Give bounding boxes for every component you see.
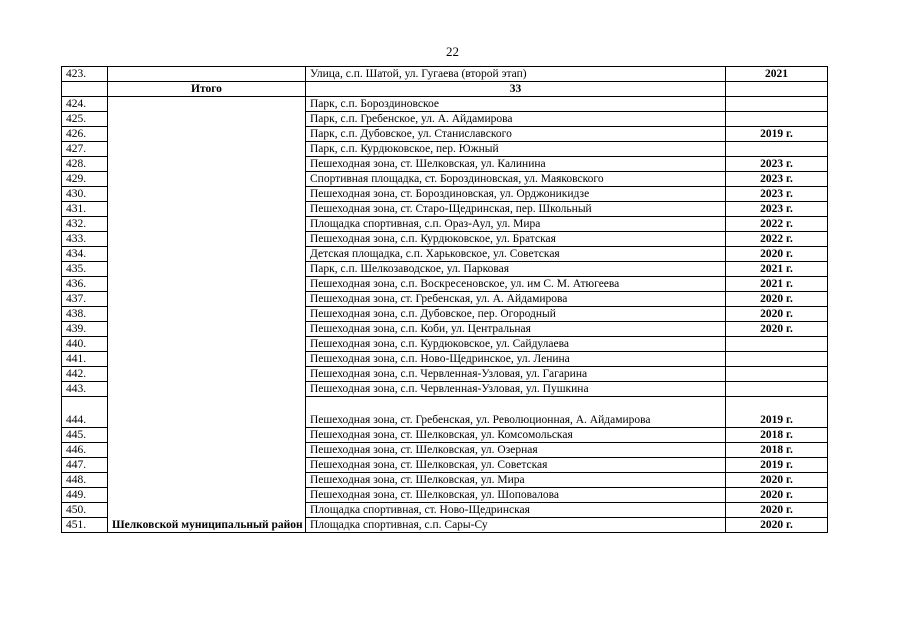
row-number: 436. [62, 277, 108, 292]
row-number: 450. [62, 503, 108, 518]
row-number: 443. [62, 382, 108, 397]
row-number: 442. [62, 367, 108, 382]
row-number: 444. [62, 397, 108, 428]
object-name: Спортивная площадка, ст. Бороздиновская, ул. Маяковского [306, 172, 726, 187]
year-cell: 2019 г. [726, 397, 828, 428]
object-name: Пешеходная зона, с.п. Червленная-Узловая, ул. Пушкина [306, 382, 726, 397]
district-name: Шелковской муниципальный район [108, 97, 306, 533]
row-number: 451. [62, 518, 108, 533]
row-number: 425. [62, 112, 108, 127]
district-cell [108, 67, 306, 82]
object-name: Пешеходная зона, с.п. Коби, ул. Центральная [306, 322, 726, 337]
object-name: Пешеходная зона, с.п. Ново-Щедринское, ул. Ленина [306, 352, 726, 367]
year-cell: 2020 г. [726, 488, 828, 503]
row-number: 426. [62, 127, 108, 142]
object-name: Пешеходная зона, с.п. Курдюковское, ул. Сайдулаева [306, 337, 726, 352]
object-name: Улица, с.п. Шатой, ул. Гугаева (второй этап) [306, 67, 726, 82]
row-number: 428. [62, 157, 108, 172]
object-name: Парк, с.п. Гребенское, ул. А. Айдамирова [306, 112, 726, 127]
year-cell: 2019 г. [726, 458, 828, 473]
object-name: Пешеходная зона, ст. Шелковская, ул. Шоповалова [306, 488, 726, 503]
total-value: 33 [306, 82, 726, 97]
year-cell: 2023 г. [726, 202, 828, 217]
object-name: Пешеходная зона, ст. Старо-Щедринская, пер. Школьный [306, 202, 726, 217]
year-cell [726, 367, 828, 382]
year-cell [726, 112, 828, 127]
year-cell: 2020 г. [726, 247, 828, 262]
row-number: 437. [62, 292, 108, 307]
object-name: Парк, с.п. Курдюковское, пер. Южный [306, 142, 726, 157]
table-row [62, 97, 828, 112]
row-number: 423. [62, 67, 108, 82]
object-name: Пешеходная зона, ст. Шелковская, ул. Мира [306, 473, 726, 488]
year-cell [726, 352, 828, 367]
year-cell: 2022 г. [726, 232, 828, 247]
year-cell: 2021 г. [726, 262, 828, 277]
object-name: Пешеходная зона, с.п. Курдюковское, ул. Братская [306, 232, 726, 247]
object-name: Парк, с.п. Дубовское, ул. Станиславского [306, 127, 726, 142]
row-number: 447. [62, 458, 108, 473]
row-number: 448. [62, 473, 108, 488]
year-cell [726, 142, 828, 157]
row-number: 440. [62, 337, 108, 352]
object-name: Парк, с.п. Бороздиновское [306, 97, 726, 112]
total-row [62, 82, 828, 97]
row-number: 432. [62, 217, 108, 232]
year-cell [726, 97, 828, 112]
year-cell: 2022 г. [726, 217, 828, 232]
row-number: 429. [62, 172, 108, 187]
row-number: 430. [62, 187, 108, 202]
page-number: 22 [446, 44, 459, 59]
object-name: Парк, с.п. Шелкозаводское, ул. Парковая [306, 262, 726, 277]
object-name: Пешеходная зона, ст. Шелковская, ул. Калинина [306, 157, 726, 172]
object-name: Пешеходная зона, ст. Бороздиновская, ул. Орджоникидзе [306, 187, 726, 202]
row-number: 434. [62, 247, 108, 262]
object-name: Пешеходная зона, с.п. Дубовское, пер. Огородный [306, 307, 726, 322]
year-cell: 2018 г. [726, 428, 828, 443]
objects-table [61, 66, 828, 533]
year-cell [726, 382, 828, 397]
year-cell: 2020 г. [726, 292, 828, 307]
object-name: Пешеходная зона, ст. Гребенская, ул. Революционная, А. Айдамирова [306, 397, 726, 428]
object-name: Пешеходная зона, ст. Шелковская, ул. Озерная [306, 443, 726, 458]
year-cell: 2018 г. [726, 443, 828, 458]
object-name: Площадка спортивная, с.п. Сары-Су [306, 518, 726, 533]
year-cell: 2021 г. [726, 277, 828, 292]
year-cell: 2020 г. [726, 307, 828, 322]
row-number: 438. [62, 307, 108, 322]
object-name: Площадка спортивная, ст. Ново-Щедринская [306, 503, 726, 518]
object-name: Пешеходная зона, ст. Гребенская, ул. А. Айдамирова [306, 292, 726, 307]
row-number: 445. [62, 428, 108, 443]
total-label: Итого [108, 82, 306, 97]
year-cell: 2020 г. [726, 473, 828, 488]
year-cell [726, 82, 828, 97]
object-name: Пешеходная зона, ст. Шелковская, ул. Советская [306, 458, 726, 473]
object-name: Пешеходная зона, ст. Шелковская, ул. Комсомольская [306, 428, 726, 443]
year-cell: 2020 г. [726, 322, 828, 337]
table-row [62, 67, 828, 82]
row-number: 446. [62, 443, 108, 458]
row-number: 435. [62, 262, 108, 277]
year-cell: 2019 г. [726, 127, 828, 142]
year-cell: 2020 г. [726, 503, 828, 518]
row-number: 427. [62, 142, 108, 157]
object-name: Пешеходная зона, с.п. Воскресеновское, ул. им С. М. Атюгеева [306, 277, 726, 292]
year-cell: 2023 г. [726, 187, 828, 202]
row-number: 433. [62, 232, 108, 247]
object-name: Детская площадка, с.п. Харьковское, ул. Советская [306, 247, 726, 262]
year-cell: 2020 г. [726, 518, 828, 533]
object-name: Пешеходная зона, с.п. Червленная-Узловая, ул. Гагарина [306, 367, 726, 382]
year-cell [726, 337, 828, 352]
year-cell: 2023 г. [726, 172, 828, 187]
row-number: 441. [62, 352, 108, 367]
year-cell: 2023 г. [726, 157, 828, 172]
row-number: 439. [62, 322, 108, 337]
year-cell: 2021 [726, 67, 828, 82]
row-number [62, 82, 108, 97]
row-number: 431. [62, 202, 108, 217]
row-number: 424. [62, 97, 108, 112]
row-number: 449. [62, 488, 108, 503]
object-name: Площадка спортивная, с.п. Ораз-Аул, ул. Мира [306, 217, 726, 232]
